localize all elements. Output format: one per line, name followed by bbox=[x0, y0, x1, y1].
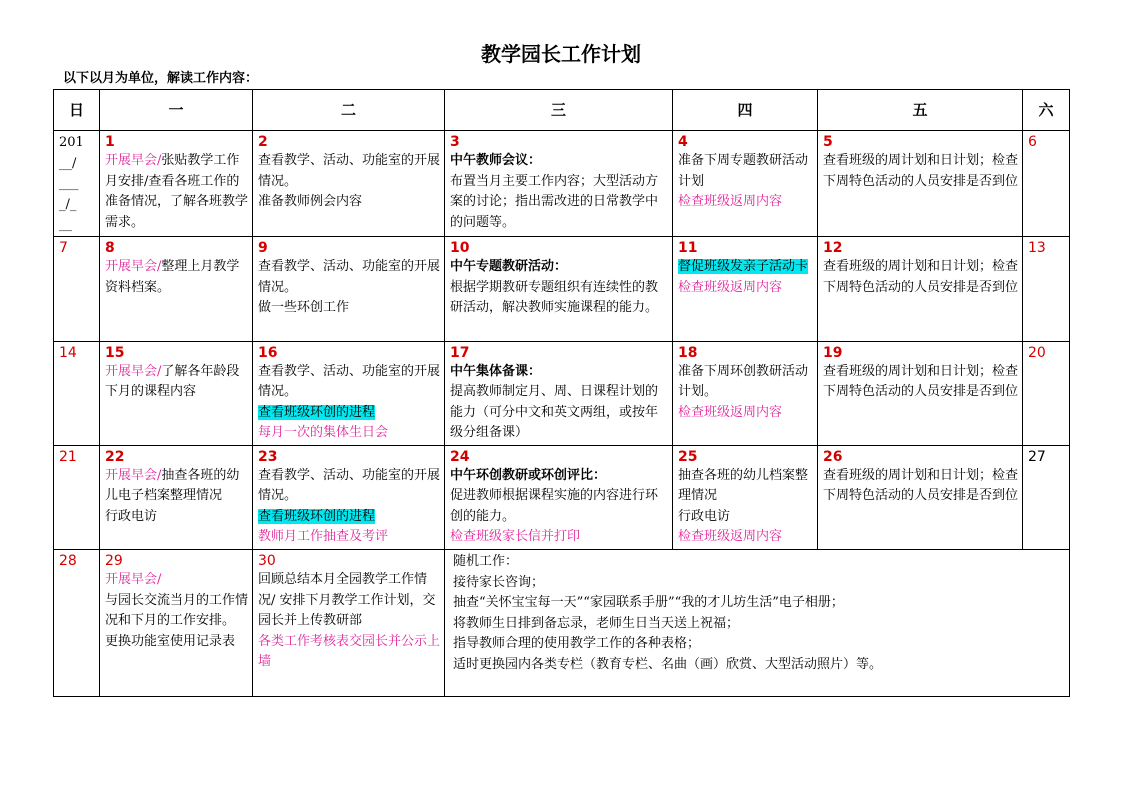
day-cell bbox=[818, 445, 1023, 549]
random-work-title: 随机工作： bbox=[453, 554, 519, 570]
task-text: 了解各年龄段下月的课程内容 bbox=[105, 363, 240, 399]
highlighted-task: 查看班级环创的进程 bbox=[258, 508, 376, 524]
random-work-item: 抽查“关怀宝宝每一天”“家园联系手册”“我的才儿坊生活”电子相册； bbox=[453, 595, 844, 611]
day-number: 24 bbox=[450, 448, 470, 465]
week-row bbox=[54, 237, 1070, 341]
day-number: 7 bbox=[59, 240, 68, 257]
week-row bbox=[54, 550, 1070, 697]
day-number: 6 bbox=[1028, 134, 1037, 151]
morning-meeting: 开展早会/ bbox=[105, 153, 162, 169]
day-number: 23 bbox=[258, 448, 278, 465]
task-text: 根据学期教研专题组织有连续性的教研活动，解决教师实施课程的能力。 bbox=[450, 279, 659, 316]
task-text: 查看班级的周计划和日计划；检查下周特色活动的人员安排是否到位 bbox=[823, 467, 1019, 504]
day-cell bbox=[100, 237, 253, 341]
task-text: 抽查各班的幼儿档案整理情况 bbox=[678, 467, 809, 504]
day-cell bbox=[1023, 237, 1070, 341]
day-number: 10 bbox=[450, 240, 470, 257]
day-number: 3 bbox=[450, 134, 460, 151]
day-number: 17 bbox=[450, 344, 470, 361]
week-row bbox=[54, 445, 1070, 549]
header-sat: 六 bbox=[1023, 90, 1070, 131]
day-number: 4 bbox=[678, 134, 688, 151]
day-cell bbox=[673, 237, 818, 341]
morning-meeting: 开展早会/ bbox=[105, 467, 162, 483]
task-text: 布置当月主要工作内容；大型活动方案的讨论；指出需改进的日常教学中的问题等。 bbox=[450, 173, 659, 230]
calendar-table bbox=[53, 89, 1070, 697]
page-title: 教学园长工作计划 bbox=[481, 42, 641, 66]
morning-meeting: 开展早会/ bbox=[105, 572, 162, 588]
day-number: 11 bbox=[678, 240, 698, 257]
day-number: 8 bbox=[105, 240, 115, 257]
random-work-item: 适时更换园内各类专栏（教育专栏、名曲（画）欣赏、大型活动照片）等。 bbox=[453, 656, 883, 672]
task-pink: 每月一次的集体生日会 bbox=[258, 425, 389, 440]
day-cell bbox=[818, 131, 1023, 237]
day-number: 30 bbox=[258, 553, 276, 570]
task-heading: 中午专题教研活动： bbox=[450, 259, 568, 275]
day-cell bbox=[100, 550, 253, 697]
random-work-cell bbox=[445, 550, 1070, 697]
day-number: 19 bbox=[823, 344, 843, 361]
task-text: 做一些环创工作 bbox=[258, 300, 350, 316]
task-text: 准备下周环创教研活动计划。 bbox=[678, 363, 809, 399]
week-row bbox=[54, 131, 1070, 237]
header-tue: 二 bbox=[253, 90, 445, 131]
day-cell bbox=[673, 341, 818, 445]
day-cell bbox=[445, 237, 673, 341]
day-cell bbox=[253, 550, 445, 697]
morning-meeting: 开展早会/ bbox=[105, 363, 162, 379]
task-text: 整理上月教学资料档案。 bbox=[105, 259, 240, 295]
day-number: 5 bbox=[823, 134, 833, 151]
day-number: 2 bbox=[258, 134, 268, 151]
day-cell bbox=[253, 445, 445, 549]
day-cell bbox=[1023, 445, 1070, 549]
day-number: 14 bbox=[59, 344, 77, 361]
day-cell bbox=[445, 341, 673, 445]
day-number: 28 bbox=[59, 553, 77, 570]
task-heading: 中午集体备课： bbox=[450, 363, 542, 379]
date-placeholder: ___ bbox=[59, 176, 79, 192]
day-cell bbox=[1023, 131, 1070, 237]
day-cell bbox=[54, 445, 100, 549]
task-pink: 检查班级返周内容 bbox=[678, 279, 783, 295]
highlighted-task: 督促班级发亲子活动卡 bbox=[678, 259, 809, 275]
date-placeholder: 201 bbox=[59, 135, 84, 151]
day-number: 26 bbox=[823, 448, 843, 465]
day-cell bbox=[253, 237, 445, 341]
random-work-item: 指导教师合理的使用教学工作的各种表格； bbox=[453, 636, 701, 652]
task-pink: 检查班级返周内容 bbox=[678, 529, 783, 545]
task-text: 查看班级的周计划和日计划；检查下周特色活动的人员安排是否到位 bbox=[823, 153, 1019, 189]
day-cell bbox=[100, 341, 253, 445]
task-pink: 教师月工作抽查及考评 bbox=[258, 529, 389, 545]
task-pink: 各类工作考核表交园长并公示上墙 bbox=[258, 633, 441, 670]
subtitle: 以下以月为单位，解读工作内容： bbox=[63, 71, 259, 86]
day-cell bbox=[445, 131, 673, 237]
day-number: 9 bbox=[258, 240, 268, 257]
day-cell bbox=[1023, 341, 1070, 445]
task-text: 提高教师制定月、周、日课程计划的能力（可分中文和英文两组，或按年级分组备课） bbox=[450, 384, 659, 440]
task-text: 行政电访 bbox=[678, 508, 731, 524]
header-thu: 四 bbox=[673, 90, 818, 131]
task-text: 张贴教学工作月安排/查看各班工作的准备情况，了解各班教学需求。 bbox=[105, 153, 249, 230]
task-text: 抽查各班的幼儿电子档案整理情况 bbox=[105, 467, 240, 504]
task-text: 查看班级的周计划和日计划；检查下周特色活动的人员安排是否到位 bbox=[823, 363, 1019, 399]
task-text: 查看教学、活动、功能室的开展情况。 bbox=[258, 363, 441, 399]
task-pink: 检查班级家长信并打印 bbox=[450, 529, 581, 545]
day-cell bbox=[253, 131, 445, 237]
highlighted-task: 查看班级环创的进程 bbox=[258, 404, 376, 420]
day-cell bbox=[253, 341, 445, 445]
day-cell bbox=[54, 341, 100, 445]
day-number: 12 bbox=[823, 240, 843, 257]
day-number: 13 bbox=[1028, 240, 1046, 257]
day-number: 27 bbox=[1028, 448, 1046, 465]
day-cell bbox=[100, 131, 253, 237]
task-pink: 检查班级返周内容 bbox=[678, 404, 783, 420]
day-cell bbox=[445, 445, 673, 549]
task-text: 查看教学、活动、功能室的开展情况。 bbox=[258, 153, 441, 189]
random-work-item: 接待家长咨询； bbox=[453, 574, 545, 590]
day-number: 21 bbox=[59, 448, 77, 465]
task-text: 准备教师例会内容 bbox=[258, 194, 363, 210]
header-mon: 一 bbox=[100, 90, 253, 131]
task-text: 查看教学、活动、功能室的开展情况。 bbox=[258, 467, 441, 504]
day-cell bbox=[673, 131, 818, 237]
day-number: 22 bbox=[105, 448, 125, 465]
task-text: 回顾总结本月全园教学工作情况/ 安排下月教学工作计划，交园长并上传教研部 bbox=[258, 572, 436, 629]
day-number: 18 bbox=[678, 344, 698, 361]
date-placeholder: __/ bbox=[59, 155, 77, 171]
day-cell bbox=[673, 445, 818, 549]
task-heading: 中午环创教研或环创评比： bbox=[450, 467, 607, 483]
day-cell bbox=[100, 445, 253, 549]
day-number: 25 bbox=[678, 448, 698, 465]
task-pink: 检查班级返周内容 bbox=[678, 194, 783, 210]
random-work-item: 将教师生日排到备忘录，老师生日当天送上祝福； bbox=[453, 615, 740, 631]
date-placeholder: _/_ bbox=[59, 196, 77, 212]
task-text: 行政电访 bbox=[105, 508, 158, 524]
task-heading: 中午教师会议： bbox=[450, 153, 542, 169]
day-cell bbox=[54, 237, 100, 341]
morning-meeting: 开展早会/ bbox=[105, 259, 162, 275]
task-text: 促进教师根据课程实施的内容进行环创的能力。 bbox=[450, 488, 659, 524]
week-row bbox=[54, 341, 1070, 445]
day-cell bbox=[818, 237, 1023, 341]
day-cell bbox=[818, 341, 1023, 445]
day-number: 15 bbox=[105, 344, 125, 361]
header-row bbox=[54, 90, 1070, 131]
task-text: 更换功能室使用记录表 bbox=[105, 633, 236, 649]
task-text: 查看教学、活动、功能室的开展情况。 bbox=[258, 259, 441, 295]
date-placeholder: __ bbox=[59, 217, 72, 233]
day-number: 29 bbox=[105, 553, 123, 570]
task-text: 与园长交流当月的工作情况和下月的工作安排。 bbox=[105, 592, 249, 629]
day-cell bbox=[54, 550, 100, 697]
header-wed: 三 bbox=[445, 90, 673, 131]
header-fri: 五 bbox=[818, 90, 1023, 131]
header-sun: 日 bbox=[54, 90, 100, 131]
day-number: 16 bbox=[258, 344, 278, 361]
task-text: 准备下周专题教研活动计划 bbox=[678, 153, 809, 189]
day-number: 1 bbox=[105, 134, 115, 151]
day-number: 20 bbox=[1028, 344, 1046, 361]
task-text: 查看班级的周计划和日计划；检查下周特色活动的人员安排是否到位 bbox=[823, 259, 1019, 295]
day-cell bbox=[54, 131, 100, 237]
